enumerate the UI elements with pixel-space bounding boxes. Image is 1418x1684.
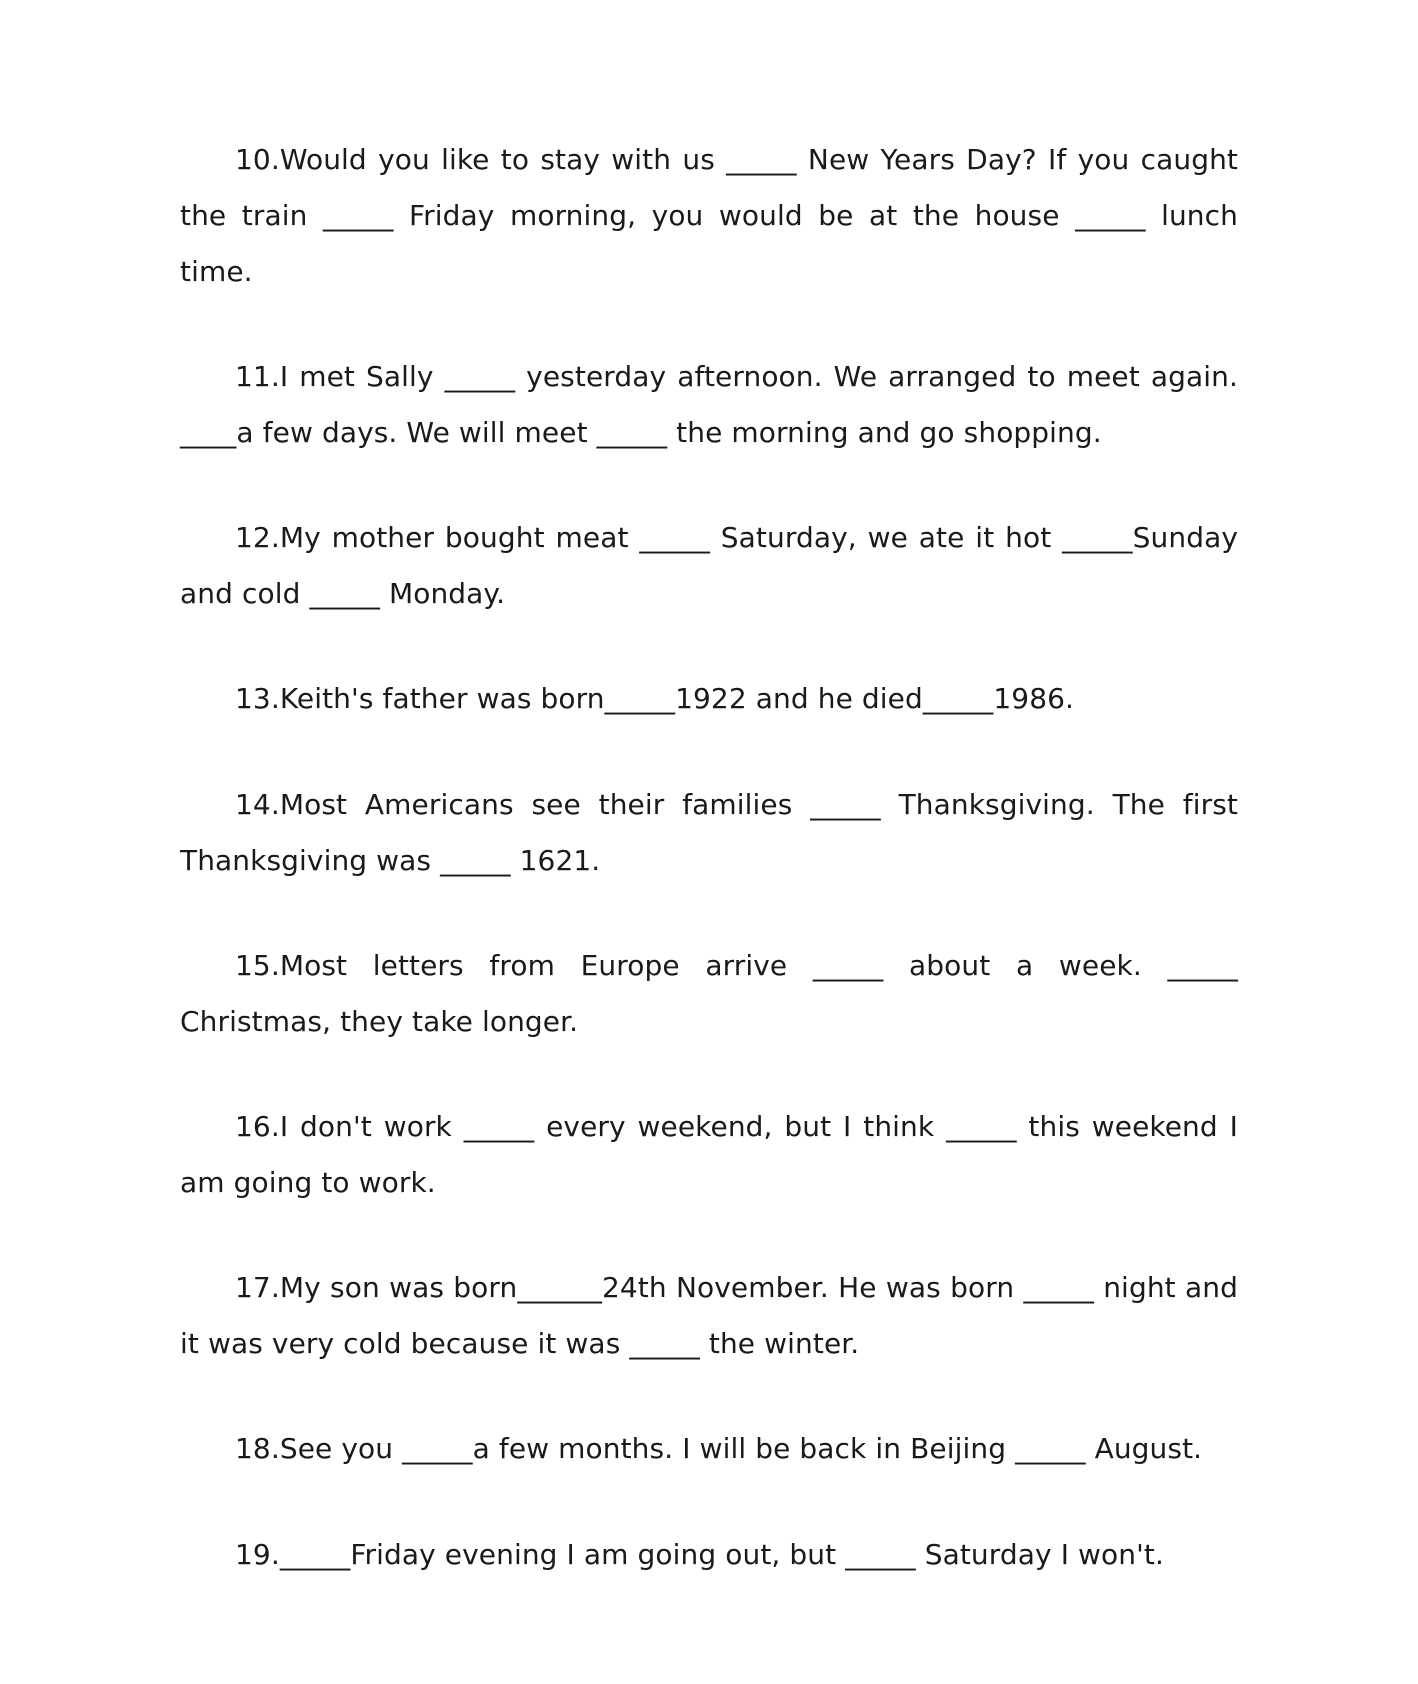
question-14: 14.Most Americans see their families _____ Thanksgiving. The first Thanksgiving was _____ 1621. bbox=[180, 788, 1248, 877]
question-10: 10.Would you like to stay with us _____ New Years Day? If you caught the train _____ Friday morning, you would be at the house _____ lunch time. bbox=[180, 143, 1248, 288]
question-16: 16.I don't work _____ every weekend, but I think _____ this weekend I am going to work. bbox=[180, 1110, 1248, 1199]
question-18: 18.See you _____a few months. I will be back in Beijing _____ August. bbox=[235, 1432, 1203, 1465]
question-19: 19._____Friday evening I am going out, but _____ Saturday I won't. bbox=[235, 1538, 1164, 1571]
exercise-list bbox=[180, 132, 1248, 1633]
question-12: 12.My mother bought meat _____ Saturday, we ate it hot _____Sunday and cold _____ Monday. bbox=[180, 521, 1248, 610]
question-13: 13.Keith's father was born_____1922 and he died_____1986. bbox=[235, 682, 1075, 715]
question-11: 11.I met Sally _____ yesterday afternoon. We arranged to meet again. ____a few days. We will meet _____ the morning and go shopping. bbox=[180, 360, 1248, 449]
question-15: 15.Most letters from Europe arrive _____ about a week. _____ Christmas, they take longer. bbox=[180, 949, 1248, 1038]
question-17: 17.My son was born______24th November. He was born _____ night and it was very cold because it was _____ the winter. bbox=[180, 1271, 1248, 1360]
